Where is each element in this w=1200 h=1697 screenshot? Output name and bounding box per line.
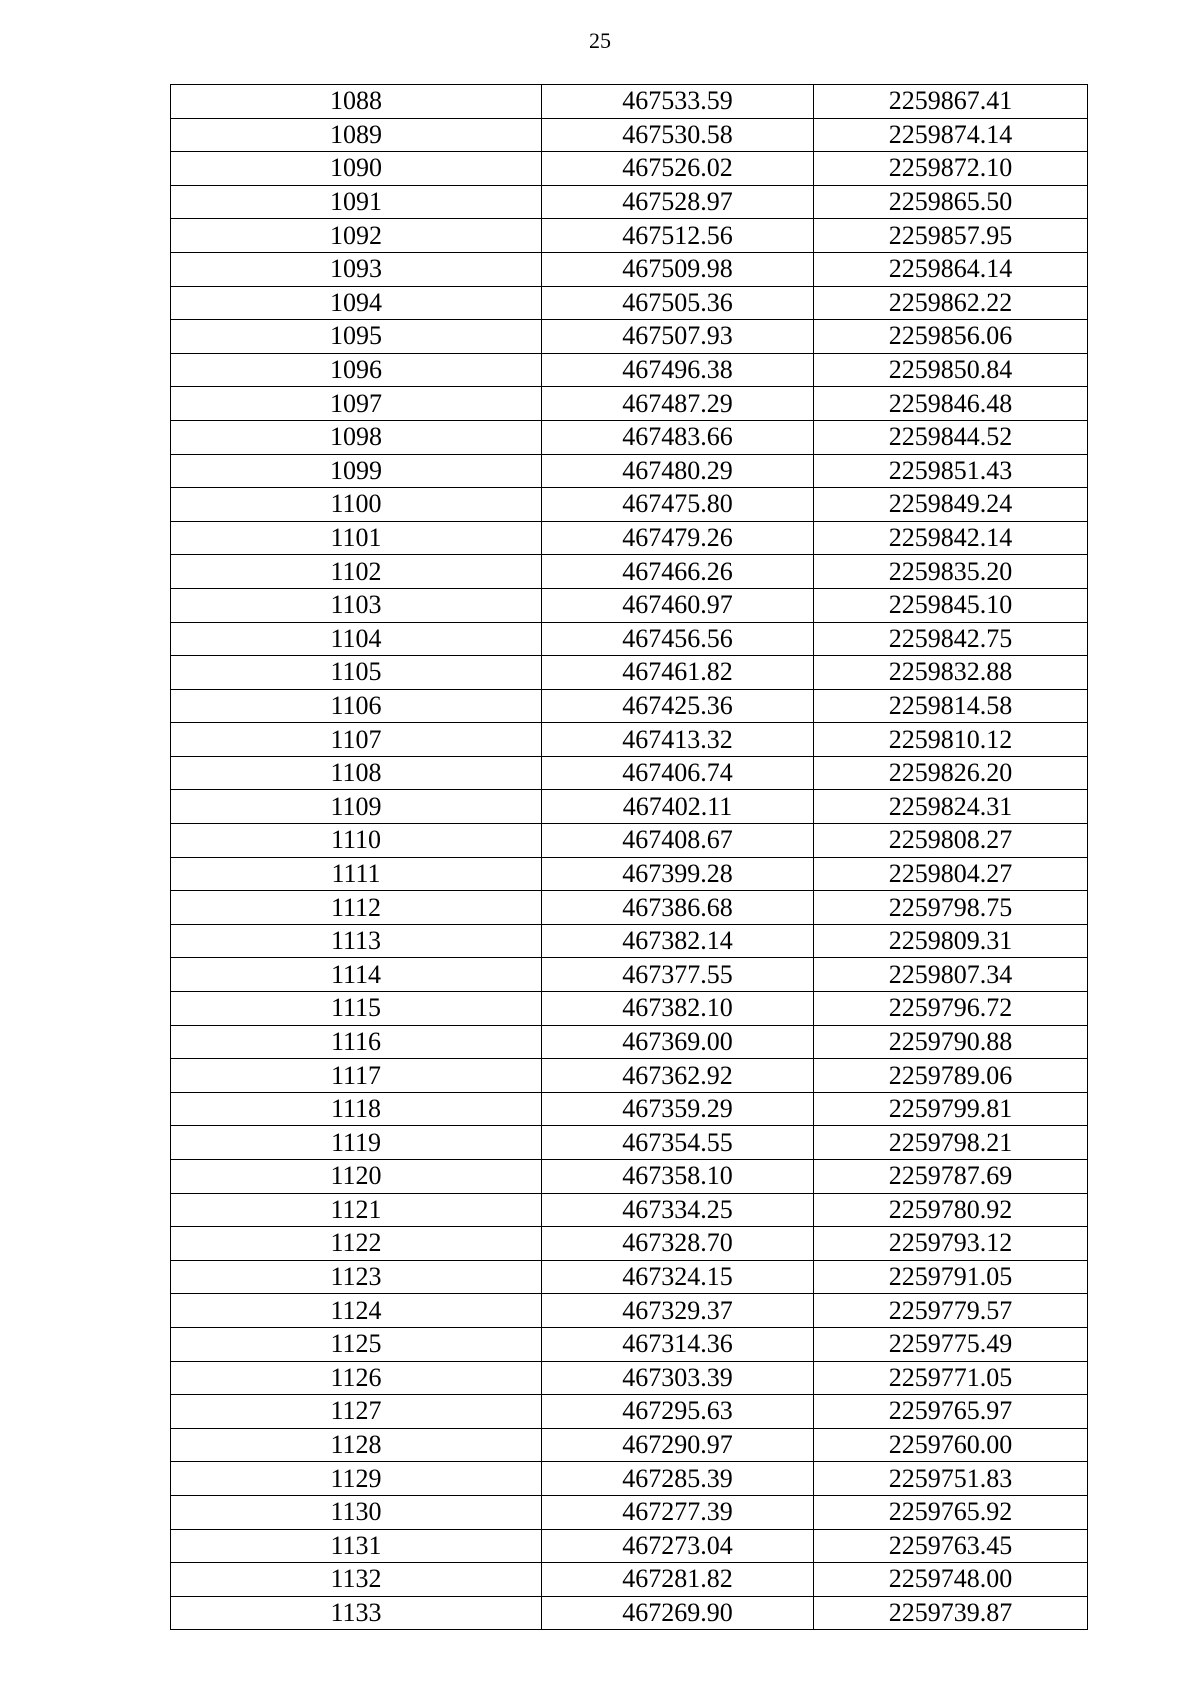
x-coordinate-cell: 467466.26 — [542, 555, 814, 589]
y-coordinate-cell: 2259765.92 — [814, 1495, 1088, 1529]
x-coordinate-cell: 467475.80 — [542, 488, 814, 522]
y-coordinate-cell: 2259799.81 — [814, 1092, 1088, 1126]
y-coordinate-cell: 2259844.52 — [814, 420, 1088, 454]
x-coordinate-cell: 467479.26 — [542, 521, 814, 555]
table-row — [171, 1563, 1088, 1597]
table-row — [171, 1596, 1088, 1630]
x-coordinate-cell: 467329.37 — [542, 1294, 814, 1328]
y-coordinate-cell: 2259789.06 — [814, 1059, 1088, 1093]
y-coordinate-cell: 2259850.84 — [814, 353, 1088, 387]
x-coordinate-cell: 467505.36 — [542, 286, 814, 320]
table-row — [171, 1462, 1088, 1496]
point-number-cell: 1096 — [171, 353, 542, 387]
x-coordinate-cell: 467324.15 — [542, 1260, 814, 1294]
y-coordinate-cell: 2259793.12 — [814, 1227, 1088, 1261]
point-number-cell: 1092 — [171, 219, 542, 253]
y-coordinate-cell: 2259809.31 — [814, 924, 1088, 958]
point-number-cell: 1099 — [171, 454, 542, 488]
point-number-cell: 1115 — [171, 992, 542, 1026]
point-number-cell: 1106 — [171, 689, 542, 723]
y-coordinate-cell: 2259808.27 — [814, 824, 1088, 858]
table-row — [171, 790, 1088, 824]
table-row — [171, 185, 1088, 219]
y-coordinate-cell: 2259842.14 — [814, 521, 1088, 555]
y-coordinate-cell: 2259779.57 — [814, 1294, 1088, 1328]
table-row — [171, 1495, 1088, 1529]
table-row — [171, 320, 1088, 354]
table-row — [171, 85, 1088, 119]
table-row — [171, 152, 1088, 186]
point-number-cell: 1121 — [171, 1193, 542, 1227]
y-coordinate-cell: 2259751.83 — [814, 1462, 1088, 1496]
y-coordinate-cell: 2259791.05 — [814, 1260, 1088, 1294]
x-coordinate-cell: 467362.92 — [542, 1059, 814, 1093]
table-row — [171, 353, 1088, 387]
y-coordinate-cell: 2259787.69 — [814, 1160, 1088, 1194]
table-row — [171, 1529, 1088, 1563]
y-coordinate-cell: 2259862.22 — [814, 286, 1088, 320]
x-coordinate-cell: 467285.39 — [542, 1462, 814, 1496]
y-coordinate-cell: 2259856.06 — [814, 320, 1088, 354]
point-number-cell: 1101 — [171, 521, 542, 555]
table-row — [171, 1294, 1088, 1328]
y-coordinate-cell: 2259865.50 — [814, 185, 1088, 219]
x-coordinate-cell: 467530.58 — [542, 118, 814, 152]
y-coordinate-cell: 2259845.10 — [814, 588, 1088, 622]
x-coordinate-cell: 467295.63 — [542, 1395, 814, 1429]
table-row — [171, 521, 1088, 555]
x-coordinate-cell: 467425.36 — [542, 689, 814, 723]
point-number-cell: 1090 — [171, 152, 542, 186]
table-row — [171, 454, 1088, 488]
x-coordinate-cell: 467496.38 — [542, 353, 814, 387]
x-coordinate-cell: 467281.82 — [542, 1563, 814, 1597]
x-coordinate-cell: 467359.29 — [542, 1092, 814, 1126]
y-coordinate-cell: 2259763.45 — [814, 1529, 1088, 1563]
point-number-cell: 1104 — [171, 622, 542, 656]
point-number-cell: 1093 — [171, 252, 542, 286]
point-number-cell: 1133 — [171, 1596, 542, 1630]
y-coordinate-cell: 2259796.72 — [814, 992, 1088, 1026]
table-row — [171, 286, 1088, 320]
point-number-cell: 1119 — [171, 1126, 542, 1160]
x-coordinate-cell: 467533.59 — [542, 85, 814, 119]
y-coordinate-cell: 2259846.48 — [814, 387, 1088, 421]
y-coordinate-cell: 2259798.75 — [814, 891, 1088, 925]
y-coordinate-cell: 2259807.34 — [814, 958, 1088, 992]
x-coordinate-cell: 467358.10 — [542, 1160, 814, 1194]
x-coordinate-cell: 467382.10 — [542, 992, 814, 1026]
y-coordinate-cell: 2259867.41 — [814, 85, 1088, 119]
x-coordinate-cell: 467290.97 — [542, 1428, 814, 1462]
table-row — [171, 488, 1088, 522]
table-row — [171, 420, 1088, 454]
point-number-cell: 1095 — [171, 320, 542, 354]
x-coordinate-cell: 467399.28 — [542, 857, 814, 891]
y-coordinate-cell: 2259775.49 — [814, 1327, 1088, 1361]
point-number-cell: 1097 — [171, 387, 542, 421]
x-coordinate-cell: 467512.56 — [542, 219, 814, 253]
table-row — [171, 1025, 1088, 1059]
y-coordinate-cell: 2259798.21 — [814, 1126, 1088, 1160]
table-row — [171, 857, 1088, 891]
table-row — [171, 689, 1088, 723]
table-row — [171, 992, 1088, 1026]
y-coordinate-cell: 2259835.20 — [814, 555, 1088, 589]
point-number-cell: 1116 — [171, 1025, 542, 1059]
point-number-cell: 1125 — [171, 1327, 542, 1361]
y-coordinate-cell: 2259824.31 — [814, 790, 1088, 824]
table-row — [171, 387, 1088, 421]
y-coordinate-cell: 2259748.00 — [814, 1563, 1088, 1597]
coordinates-table — [170, 84, 1088, 1630]
table-row — [171, 622, 1088, 656]
y-coordinate-cell: 2259864.14 — [814, 252, 1088, 286]
point-number-cell: 1110 — [171, 824, 542, 858]
table-row — [171, 555, 1088, 589]
y-coordinate-cell: 2259849.24 — [814, 488, 1088, 522]
point-number-cell: 1123 — [171, 1260, 542, 1294]
point-number-cell: 1117 — [171, 1059, 542, 1093]
point-number-cell: 1124 — [171, 1294, 542, 1328]
x-coordinate-cell: 467526.02 — [542, 152, 814, 186]
x-coordinate-cell: 467528.97 — [542, 185, 814, 219]
x-coordinate-cell: 467314.36 — [542, 1327, 814, 1361]
x-coordinate-cell: 467460.97 — [542, 588, 814, 622]
x-coordinate-cell: 467369.00 — [542, 1025, 814, 1059]
table-row — [171, 1193, 1088, 1227]
point-number-cell: 1105 — [171, 656, 542, 690]
x-coordinate-cell: 467273.04 — [542, 1529, 814, 1563]
page-number: 25 — [589, 28, 611, 53]
x-coordinate-cell: 467386.68 — [542, 891, 814, 925]
table-row — [171, 891, 1088, 925]
y-coordinate-cell: 2259832.88 — [814, 656, 1088, 690]
point-number-cell: 1100 — [171, 488, 542, 522]
x-coordinate-cell: 467408.67 — [542, 824, 814, 858]
table-row — [171, 723, 1088, 757]
x-coordinate-cell: 467507.93 — [542, 320, 814, 354]
table-row — [171, 252, 1088, 286]
y-coordinate-cell: 2259814.58 — [814, 689, 1088, 723]
y-coordinate-cell: 2259851.43 — [814, 454, 1088, 488]
point-number-cell: 1127 — [171, 1395, 542, 1429]
y-coordinate-cell: 2259739.87 — [814, 1596, 1088, 1630]
point-number-cell: 1129 — [171, 1462, 542, 1496]
x-coordinate-cell: 467406.74 — [542, 756, 814, 790]
point-number-cell: 1098 — [171, 420, 542, 454]
y-coordinate-cell: 2259842.75 — [814, 622, 1088, 656]
point-number-cell: 1088 — [171, 85, 542, 119]
table-row — [171, 824, 1088, 858]
point-number-cell: 1122 — [171, 1227, 542, 1261]
y-coordinate-cell: 2259760.00 — [814, 1428, 1088, 1462]
coordinates-table-body — [171, 85, 1088, 1630]
y-coordinate-cell: 2259810.12 — [814, 723, 1088, 757]
point-number-cell: 1102 — [171, 555, 542, 589]
x-coordinate-cell: 467269.90 — [542, 1596, 814, 1630]
x-coordinate-cell: 467402.11 — [542, 790, 814, 824]
y-coordinate-cell: 2259872.10 — [814, 152, 1088, 186]
table-row — [171, 1361, 1088, 1395]
point-number-cell: 1089 — [171, 118, 542, 152]
y-coordinate-cell: 2259780.92 — [814, 1193, 1088, 1227]
y-coordinate-cell: 2259826.20 — [814, 756, 1088, 790]
table-row — [171, 1428, 1088, 1462]
point-number-cell: 1112 — [171, 891, 542, 925]
x-coordinate-cell: 467487.29 — [542, 387, 814, 421]
point-number-cell: 1103 — [171, 588, 542, 622]
table-row — [171, 756, 1088, 790]
point-number-cell: 1132 — [171, 1563, 542, 1597]
y-coordinate-cell: 2259857.95 — [814, 219, 1088, 253]
point-number-cell: 1111 — [171, 857, 542, 891]
point-number-cell: 1118 — [171, 1092, 542, 1126]
table-row — [171, 1160, 1088, 1194]
x-coordinate-cell: 467354.55 — [542, 1126, 814, 1160]
table-row — [171, 1059, 1088, 1093]
point-number-cell: 1107 — [171, 723, 542, 757]
x-coordinate-cell: 467413.32 — [542, 723, 814, 757]
x-coordinate-cell: 467328.70 — [542, 1227, 814, 1261]
point-number-cell: 1109 — [171, 790, 542, 824]
y-coordinate-cell: 2259874.14 — [814, 118, 1088, 152]
x-coordinate-cell: 467277.39 — [542, 1495, 814, 1529]
table-row — [171, 924, 1088, 958]
y-coordinate-cell: 2259790.88 — [814, 1025, 1088, 1059]
point-number-cell: 1113 — [171, 924, 542, 958]
x-coordinate-cell: 467509.98 — [542, 252, 814, 286]
table-row — [171, 1260, 1088, 1294]
x-coordinate-cell: 467480.29 — [542, 454, 814, 488]
table-row — [171, 1227, 1088, 1261]
point-number-cell: 1130 — [171, 1495, 542, 1529]
point-number-cell: 1094 — [171, 286, 542, 320]
table-row — [171, 958, 1088, 992]
x-coordinate-cell: 467456.56 — [542, 622, 814, 656]
point-number-cell: 1120 — [171, 1160, 542, 1194]
point-number-cell: 1128 — [171, 1428, 542, 1462]
x-coordinate-cell: 467461.82 — [542, 656, 814, 690]
x-coordinate-cell: 467334.25 — [542, 1193, 814, 1227]
table-row — [171, 219, 1088, 253]
y-coordinate-cell: 2259765.97 — [814, 1395, 1088, 1429]
y-coordinate-cell: 2259771.05 — [814, 1361, 1088, 1395]
x-coordinate-cell: 467483.66 — [542, 420, 814, 454]
y-coordinate-cell: 2259804.27 — [814, 857, 1088, 891]
point-number-cell: 1091 — [171, 185, 542, 219]
table-row — [171, 588, 1088, 622]
point-number-cell: 1114 — [171, 958, 542, 992]
table-row — [171, 656, 1088, 690]
table-row — [171, 1327, 1088, 1361]
point-number-cell: 1131 — [171, 1529, 542, 1563]
table-row — [171, 1395, 1088, 1429]
table-row — [171, 1092, 1088, 1126]
point-number-cell: 1126 — [171, 1361, 542, 1395]
x-coordinate-cell: 467377.55 — [542, 958, 814, 992]
point-number-cell: 1108 — [171, 756, 542, 790]
table-row — [171, 118, 1088, 152]
x-coordinate-cell: 467303.39 — [542, 1361, 814, 1395]
x-coordinate-cell: 467382.14 — [542, 924, 814, 958]
table-row — [171, 1126, 1088, 1160]
